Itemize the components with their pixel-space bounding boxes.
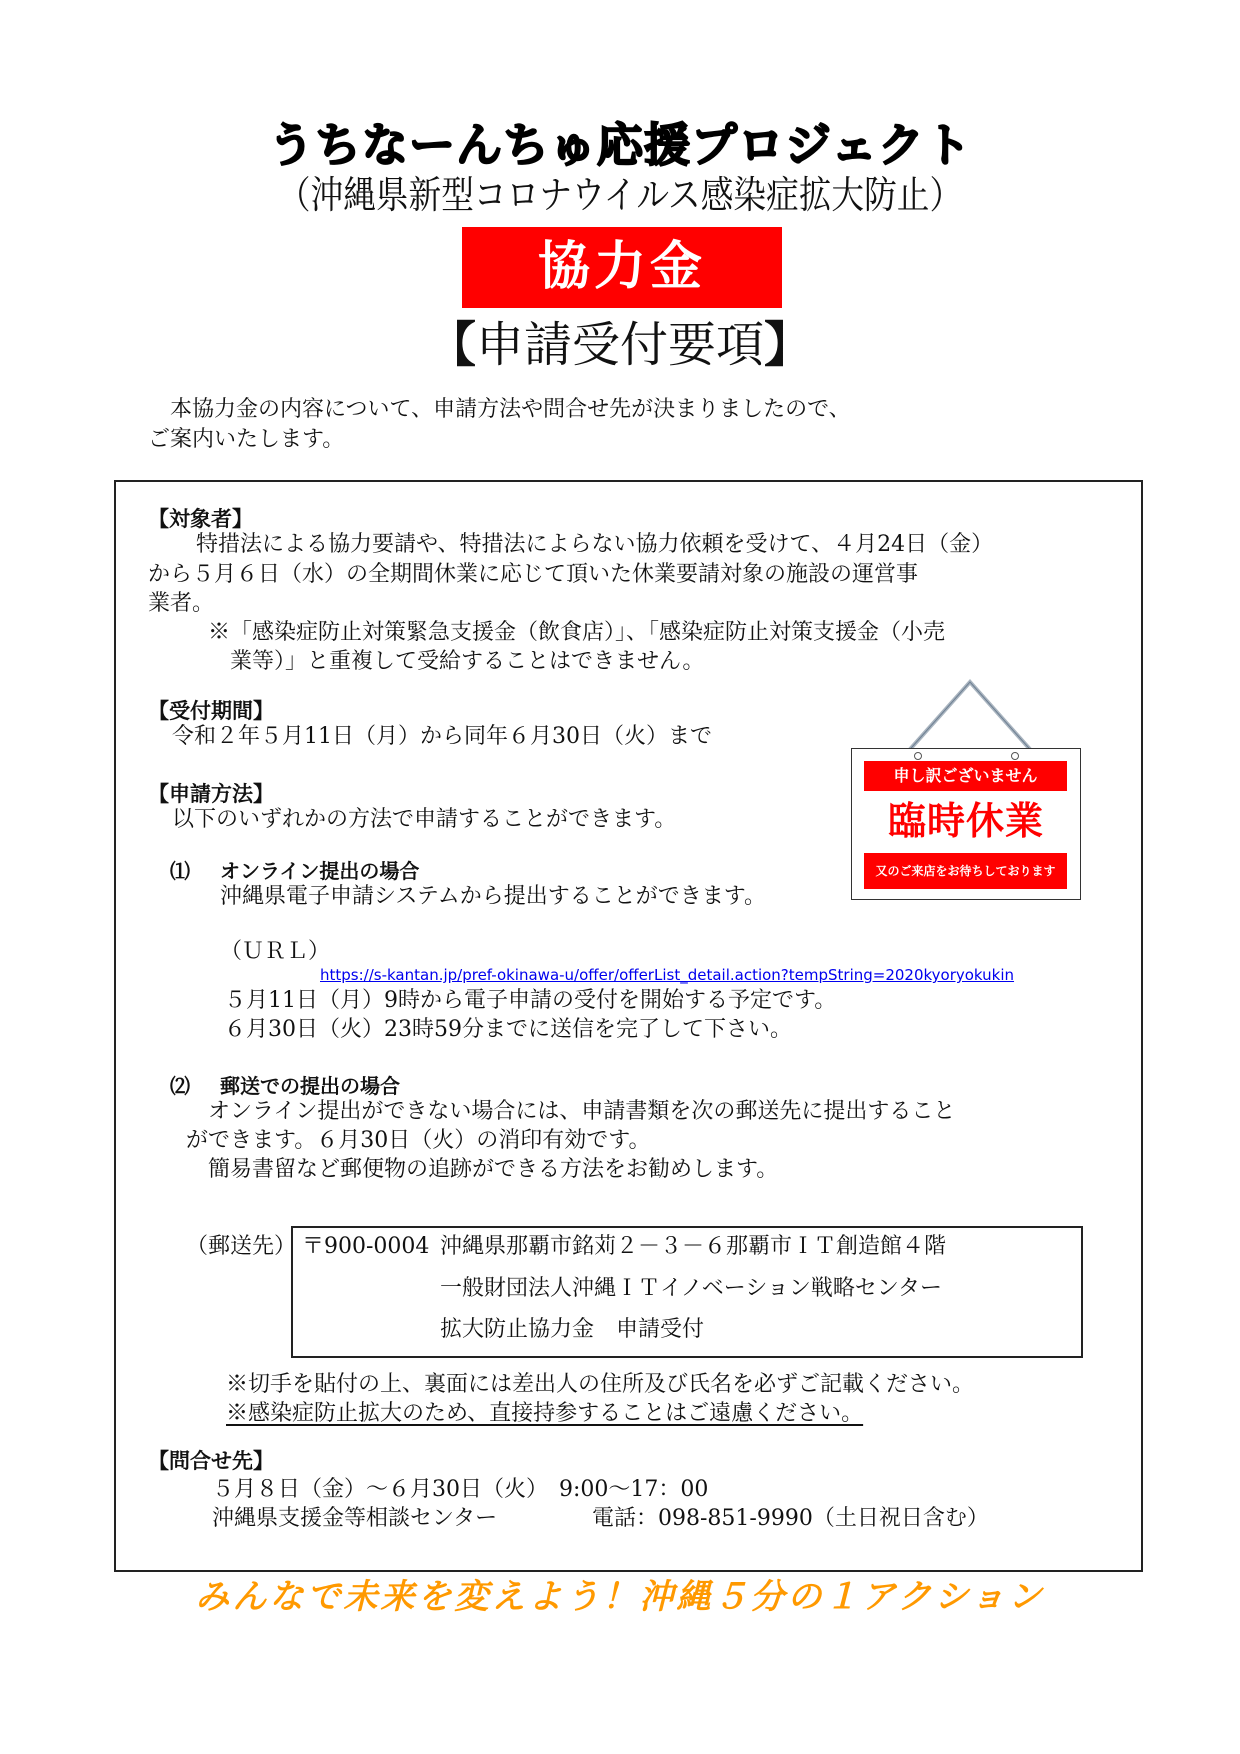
intro-paragraph — [148, 395, 1008, 455]
heading-text: 申請受付要項 — [475, 317, 764, 373]
mail-line-1: オンライン提出ができない場合には、申請書類を次の郵送先に提出すること — [208, 1099, 956, 1124]
target-line-3: 業者。 — [148, 591, 215, 616]
bracket-close: 】 — [764, 317, 813, 373]
application-guidelines-heading — [0, 315, 1240, 375]
online-desc: 沖縄県電子申請システムから提出することができます。 — [220, 884, 767, 909]
method-heading: 【申請方法】 — [148, 782, 274, 806]
sign-closed-text: 臨時休業 — [887, 799, 1044, 843]
footer-slogan: みんなで未来を変えよう！沖縄５分の１アクション — [195, 1577, 1045, 1617]
contact-hours: ５月８日（金）～６月30日（火） 9:00～17：00 — [212, 1477, 709, 1502]
address-line-2: 一般財団法人沖縄ＩＴイノベーション戦略センター — [440, 1276, 943, 1301]
address-line-1: 沖縄県那覇市銘苅２－３－６那覇市ＩＴ創造館４階 — [440, 1234, 947, 1259]
sign-hole-icon — [1011, 752, 1019, 760]
online-start: ５月11日（月）9時から電子申請の受付を開始する予定です。 — [224, 988, 837, 1013]
mail-number: ⑵ — [170, 1074, 190, 1098]
target-line-1: 特措法による協力要請や、特措法によらない協力依頼を受けて、４月24日（金） — [196, 532, 994, 557]
online-title: オンライン提出の場合 — [220, 859, 420, 883]
online-application-link[interactable]: https://s-kantan.jp/pref-okinawa-u/offer/offerList_detail.action?tempString=2020kyoryokukin — [320, 966, 1015, 984]
sign-apology: 申し訳ございません — [864, 761, 1067, 791]
temporary-closure-sign — [851, 748, 1081, 900]
target-heading: 【対象者】 — [148, 507, 253, 531]
postal-code: 〒900-0004 — [302, 1234, 430, 1259]
mailing-address-label: （郵送先） — [186, 1234, 297, 1259]
intro-line-1: 本協力金の内容について、申請方法や問合せ先が決まりましたので、 — [170, 397, 851, 422]
target-note-1: ※「感染症防止対策緊急支援金（飲食店）」、「感染症防止対策支援金（小売 — [208, 620, 946, 645]
period-heading: 【受付期間】 — [148, 699, 274, 723]
contact-phone: 電話：098-851-9990（土日祝日含む） — [592, 1506, 989, 1531]
contact-heading: 【問合せ先】 — [148, 1449, 274, 1473]
address-line-3: 拡大防止協力金 申請受付 — [440, 1317, 705, 1342]
project-title: うちなーんちゅ応援プロジェクト — [267, 118, 973, 172]
url-label: （ＵＲＬ） — [220, 939, 331, 964]
sign-come-again: 又のご来店をお待ちしております — [864, 853, 1067, 889]
mail-note-no-delivery: ※感染症防止拡大のため、直接持参することはご遠慮ください。 — [226, 1401, 864, 1426]
intro-line-2: ご案内いたします。 — [148, 427, 345, 452]
target-note-2: 業等）」と重複して受給することはできません。 — [230, 649, 705, 674]
period-text: 令和２年５月11日（月）から同年６月30日（火）まで — [172, 724, 712, 749]
mail-note-stamp: ※切手を貼付の上、裏面には差出人の住所及び氏名を必ずご記載ください。 — [226, 1372, 975, 1397]
subsidy-banner: 協力金 — [462, 227, 782, 308]
sign-hole-icon — [914, 752, 922, 760]
online-deadline: ６月30日（火）23時59分までに送信を完了して下さい。 — [224, 1017, 792, 1042]
mail-title: 郵送での提出の場合 — [220, 1074, 400, 1098]
target-line-2: から５月６日（水）の全期間休業に応じて頂いた休業要請対象の施設の運営事 — [148, 562, 919, 587]
online-number: ⑴ — [170, 859, 190, 883]
bracket-open: 【 — [427, 317, 476, 373]
project-subtitle: （沖縄県新型コロナウイルス感染症拡大防止） — [277, 173, 963, 217]
method-intro: 以下のいずれかの方法で申請することができます。 — [172, 807, 677, 832]
mail-line-2: ができます。６月30日（火）の消印有効です。 — [186, 1128, 651, 1153]
contact-center: 沖縄県支援金等相談センター — [212, 1506, 498, 1531]
sign-hanging-string-icon — [900, 678, 1040, 758]
mail-line-3: 簡易書留など郵便物の追跡ができる方法をお勧めします。 — [208, 1157, 779, 1182]
